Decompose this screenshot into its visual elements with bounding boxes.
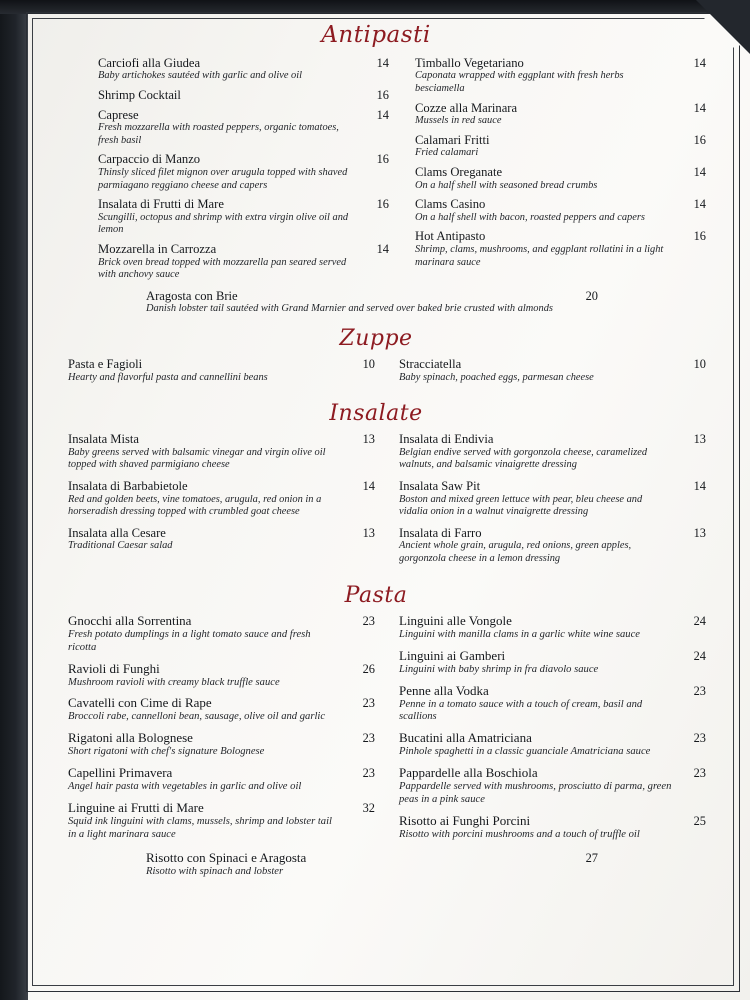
item-desc: Traditional Caesar salad	[68, 540, 173, 552]
item-price: 14	[362, 479, 375, 494]
item-name: Risotto ai Funghi Porcini	[399, 812, 531, 828]
item-price: 24	[693, 613, 706, 628]
menu-item[interactable]	[399, 814, 706, 842]
item-price: 23	[693, 683, 706, 698]
item-price: 26	[362, 661, 375, 676]
item-desc: Scungilli, octopus and shrimp with extra virgin olive oil and lemon	[98, 211, 349, 236]
menu-item[interactable]	[98, 56, 389, 83]
item-name: Clams Oreganate	[415, 165, 503, 180]
item-name: Cozze alla Marinara	[415, 100, 518, 115]
section-title: Pasta	[344, 582, 408, 608]
item-desc: Brick oven bread topped with mozzarella pan seared served with anchovy sauce	[98, 256, 347, 281]
item-price: 10	[362, 357, 375, 372]
item-name: Capellini Primavera	[68, 765, 173, 781]
item-name: Linguini alle Vongole	[399, 612, 512, 628]
item-price: 14	[693, 165, 706, 180]
item-price: 23	[693, 731, 706, 746]
item-desc: Fresh mozzarella with roasted peppers, organic tomatoes, fresh basil	[98, 122, 339, 146]
item-price: 24	[693, 648, 706, 663]
item-price: 14	[376, 56, 389, 70]
item-desc: Squid ink linguini with clams, mussels, shrimp and lobster tail in a light marinara sauce	[68, 816, 332, 840]
section-pasta	[46, 583, 706, 879]
menu-item[interactable]	[68, 801, 375, 842]
section-insalate	[46, 401, 706, 573]
menu-item[interactable]	[399, 684, 706, 725]
antipasti-left-column	[46, 56, 389, 287]
section-zuppe	[46, 326, 706, 391]
item-name: Bucatini alla Amatriciana	[399, 730, 532, 746]
item-price: 13	[693, 526, 706, 540]
zuppe-right-column	[391, 357, 706, 391]
item-name: Linguini ai Gamberi	[399, 647, 506, 663]
item-desc: Shrimp, clams, mushrooms, and eggplant rollatini in a light marinara sauce	[415, 243, 664, 268]
menu-item[interactable]	[68, 357, 375, 384]
menu-item-featured[interactable]	[146, 851, 606, 879]
section-title: Zuppe	[339, 326, 413, 352]
menu-content	[46, 22, 706, 982]
item-price: 23	[362, 696, 375, 711]
insalate-left-column	[46, 432, 375, 573]
item-desc: Risotto with porcini mushrooms and a touch of truffle oil	[399, 828, 640, 840]
item-price: 13	[362, 432, 375, 447]
item-desc: Danish lobster tail sautéed with Grand Marnier and served over baked brie crusted with almonds	[146, 303, 553, 315]
item-desc: Pappardelle served with mushrooms, prosciutto di parma, green peas in a pink sauce	[399, 781, 672, 806]
menu-item[interactable]	[399, 649, 706, 677]
menu-item[interactable]	[415, 229, 706, 269]
menu-item[interactable]	[68, 731, 375, 759]
item-desc: Baby spinach, poached eggs, parmesan cheese	[399, 371, 594, 383]
item-desc: Boston and mixed green lettuce with pear, bleu cheese and vidalia onion in a walnut vinaigrette dressing	[399, 493, 643, 518]
section-title: Insalate	[329, 401, 423, 427]
menu-item[interactable]	[98, 242, 389, 282]
item-price: 20	[585, 289, 598, 303]
section-title: Antipasti	[321, 22, 431, 48]
insalate-right-column	[391, 432, 706, 573]
item-price: 16	[376, 88, 389, 103]
pasta-right-column	[391, 614, 706, 849]
item-name: Insalata Saw Pit	[399, 479, 481, 494]
item-price: 16	[693, 133, 706, 147]
item-price: 16	[376, 197, 389, 212]
item-name: Carpaccio di Manzo	[98, 152, 201, 167]
menu-item[interactable]	[415, 56, 706, 96]
item-name: Pasta e Fagioli	[68, 357, 143, 372]
menu-item[interactable]	[98, 152, 389, 192]
table-edge-left	[0, 0, 28, 1000]
section-antipasti	[46, 22, 706, 316]
item-name: Pappardelle alla Boschiola	[399, 765, 538, 781]
item-price: 27	[585, 850, 598, 865]
item-price: 25	[693, 813, 706, 828]
item-desc: Hearty and flavorful pasta and cannellini beans	[68, 371, 268, 383]
item-desc: Fresh potato dumplings in a light tomato sauce and fresh ricotta	[68, 628, 311, 653]
item-desc: Belgian endive served with gorgonzola cheese, caramelized walnuts, and balsamic vinaigrette dressing	[399, 446, 648, 471]
item-desc: Baby artichokes sautéed with garlic and olive oil	[98, 70, 303, 82]
item-name: Gnocchi alla Sorrentina	[68, 612, 192, 628]
menu-item[interactable]	[68, 526, 375, 553]
item-price: 23	[362, 766, 375, 781]
item-name: Rigatoni alla Bolognese	[68, 730, 193, 746]
item-desc: Mussels in red sauce	[415, 115, 502, 127]
item-price: 14	[376, 242, 389, 257]
item-desc: On a half shell with bacon, roasted peppers and capers	[415, 211, 645, 223]
item-name: Calamari Fritti	[415, 133, 490, 147]
menu-item[interactable]	[98, 88, 389, 102]
item-name: Insalata di Barbabietole	[68, 479, 188, 494]
menu-item[interactable]	[98, 197, 389, 237]
menu-item[interactable]	[415, 165, 706, 192]
item-price: 13	[362, 526, 375, 540]
item-price: 14	[693, 197, 706, 212]
item-price: 23	[362, 613, 375, 628]
item-price: 23	[693, 766, 706, 781]
menu-item[interactable]	[68, 432, 375, 472]
item-name: Cavatelli con Cime di Rape	[68, 695, 212, 711]
item-desc: Mushroom ravioli with creamy black truffle sauce	[68, 676, 280, 688]
item-name: Risotto con Spinaci e Aragosta	[146, 849, 307, 865]
menu-item[interactable]	[68, 696, 375, 724]
item-price: 14	[693, 479, 706, 494]
zuppe-left-column	[46, 357, 375, 391]
menu-item[interactable]	[415, 133, 706, 160]
item-desc: Risotto with spinach and lobster	[146, 865, 284, 877]
item-name: Insalata Mista	[68, 432, 139, 447]
item-desc: Broccoli rabe, cannelloni bean, sausage, olive oil and garlic	[68, 711, 326, 723]
antipasti-right-column	[405, 56, 706, 287]
item-desc: Red and golden beets, vine tomatoes, arugula, red onion in a horseradish dressing topped with crumbled goat cheese	[68, 493, 322, 518]
pasta-left-column	[46, 614, 375, 849]
menu-item[interactable]	[68, 479, 375, 519]
item-name: Carciofi alla Giudea	[98, 56, 201, 70]
item-desc: On a half shell with seasoned bread crumbs	[415, 179, 598, 191]
item-price: 14	[693, 56, 706, 70]
item-price: 32	[362, 801, 375, 816]
item-name: Timballo Vegetariano	[415, 56, 524, 70]
item-name: Penne alla Vodka	[399, 682, 489, 698]
item-name: Ravioli di Funghi	[68, 660, 160, 676]
item-desc: Fried calamari	[415, 147, 479, 159]
menu-item-featured[interactable]	[146, 289, 606, 316]
menu-item[interactable]	[68, 614, 375, 655]
item-desc: Short rigatoni with chef's signature Bolognese	[68, 746, 265, 758]
item-price: 14	[376, 107, 389, 122]
item-name: Insalata di Frutti di Mare	[98, 197, 224, 212]
item-desc: Baby greens served with balsamic vinegar and virgin olive oil topped with shaved parmigiano cheese	[68, 446, 326, 471]
menu-item[interactable]	[399, 357, 706, 384]
item-name: Caprese	[98, 107, 139, 122]
item-name: Clams Casino	[415, 197, 486, 212]
item-name: Mozzarella in Carrozza	[98, 242, 217, 257]
item-name: Aragosta con Brie	[146, 289, 238, 303]
menu-item[interactable]	[399, 614, 706, 642]
item-desc: Thinsly sliced filet mignon over arugula topped with shaved parmiagano reggiano cheese and capers	[98, 166, 348, 191]
menu-item[interactable]	[415, 197, 706, 224]
item-name: Insalata di Farro	[399, 526, 482, 540]
item-desc: Angel hair pasta with vegetables in garlic and olive oil	[68, 781, 302, 793]
menu-item[interactable]	[399, 432, 706, 472]
menu-item[interactable]	[399, 766, 706, 807]
menu-item[interactable]	[399, 479, 706, 519]
menu-item[interactable]	[68, 662, 375, 690]
menu-item[interactable]	[399, 526, 706, 566]
item-name: Insalata alla Cesare	[68, 526, 166, 540]
menu-item[interactable]	[98, 108, 389, 148]
item-desc: Linguini with baby shrimp in fra diavolo sauce	[399, 663, 599, 675]
item-desc: Caponata wrapped with eggplant with fresh herbs besciamella	[415, 70, 624, 95]
item-name: Hot Antipasto	[415, 229, 486, 244]
menu-item[interactable]	[415, 101, 706, 128]
item-desc: Pinhole spaghetti in a classic guanciale Amatriciana sauce	[399, 746, 651, 758]
item-price: 10	[693, 357, 706, 372]
item-name: Linguine ai Frutti di Mare	[68, 800, 204, 816]
item-desc: Linguini with manilla clams in a garlic white wine sauce	[399, 628, 641, 640]
item-desc: Ancient whole grain, arugula, red onions, green apples, gorgonzola cheese in a lemon dressing	[399, 540, 632, 565]
menu-item[interactable]	[68, 766, 375, 794]
item-price: 16	[693, 229, 706, 244]
item-name: Shrimp Cocktail	[98, 88, 181, 103]
item-name: Stracciatella	[399, 357, 462, 372]
item-name: Insalata di Endivia	[399, 432, 494, 447]
item-price: 14	[693, 100, 706, 115]
item-price: 13	[693, 432, 706, 447]
item-price: 23	[362, 731, 375, 746]
item-price: 16	[376, 152, 389, 167]
table-edge-top	[0, 0, 750, 14]
item-desc: Penne in a tomato sauce with a touch of cream, basil and scallions	[399, 698, 643, 723]
menu-item[interactable]	[399, 731, 706, 759]
